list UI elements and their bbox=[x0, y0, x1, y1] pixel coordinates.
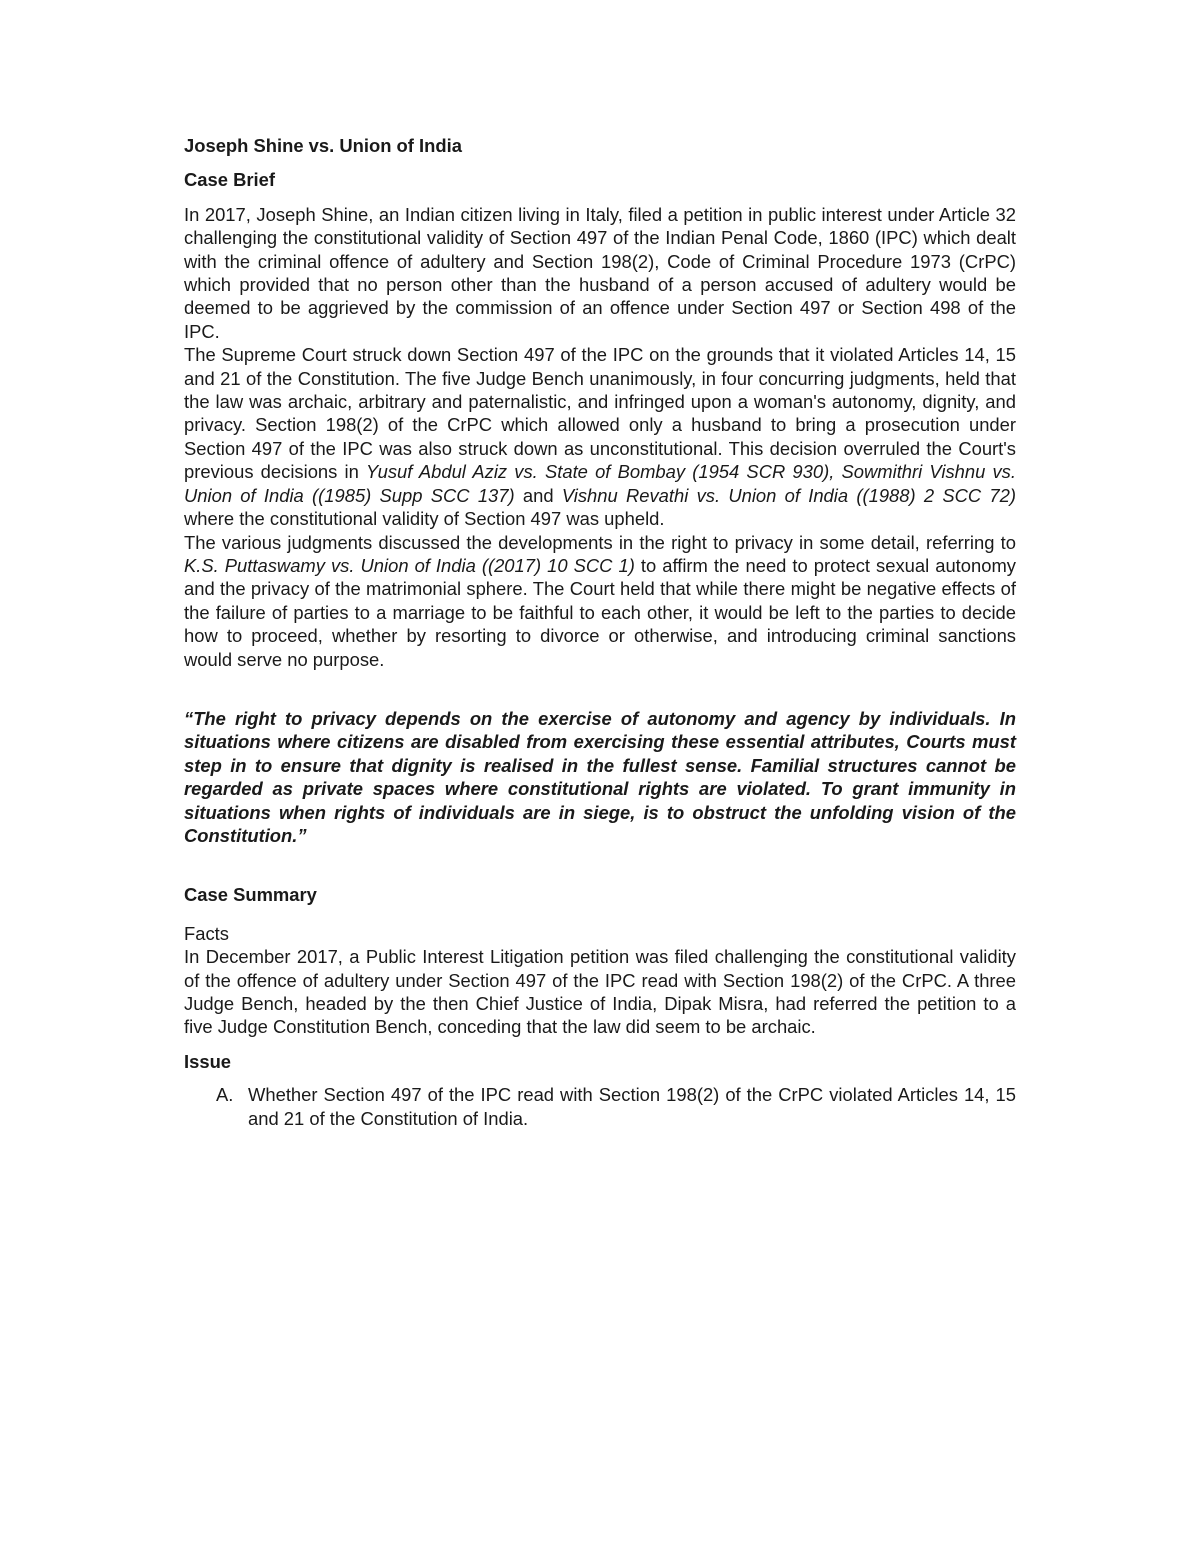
issue-marker: A. bbox=[216, 1084, 234, 1106]
facts-paragraph: In December 2017, a Public Interest Litigation petition was filed challenging the constitutional validity of the offence of adultery under Section 497 of the IPC read with Section 198(2) of the CrPC. A three Judge Bench, headed by the then Chief Justice of India, Dipak Misra, had referred the petition to a five Judge Constitution Bench, conceding that the law did seem to be archaic. bbox=[184, 946, 1016, 1038]
issue-heading: Issue bbox=[184, 1050, 232, 1072]
document-title: Joseph Shine vs. Union of India bbox=[184, 135, 462, 156]
paragraph-3-text-b: to affirm the need to protect sexual autonomy and the privacy of the matrimonial sphere. The Court held that while there might be negative effects of the failure of parties to a marriage to be faithful to each other, it would be left to the parties to decide how to proceed, whether by resorting to divorce or otherwise, and introducing criminal sanctions would serve no purpose. bbox=[184, 554, 1016, 670]
cited-cases-1: Yusuf Abdul Aziz vs. State of Bombay (1954 SCR 930), Sowmithri Vishnu vs. Union of India ((1985) Supp SCC 137) bbox=[184, 461, 1016, 506]
issue-list bbox=[184, 1083, 1016, 1130]
paragraph-2-text-b: and bbox=[514, 484, 562, 506]
paragraph-2-text-c: where the constitutional validity of Section 497 was upheld. bbox=[184, 508, 665, 530]
cited-case-2: Vishnu Revathi vs. Union of India ((1988) 2 SCC 72) bbox=[561, 484, 1017, 506]
judgment-quote: “The right to privacy depends on the exercise of autonomy and agency by individuals. In situations where citizens are disabled from exercising these essential attributes, Courts must step in to ensure that dignity is realised in the fullest sense. Familial structures cannot be regarded as private spaces where constitutional rights are violated. To grant immunity in situations when rights of individuals are in siege, is to obstruct the unfolding vision of the Constitution.” bbox=[184, 707, 1016, 846]
paragraph-3-text-a: The various judgments discussed the developments in the right to privacy in some detail, referring to bbox=[184, 531, 1016, 553]
case-summary-heading: Case Summary bbox=[184, 884, 317, 906]
paragraph-2-text-a: The Supreme Court struck down Section 497 of the IPC on the grounds that it violated Articles 14, 15 and 21 of the Constitution. The five Judge Bench unanimously, in four concurring judgments, held that the law was archaic, arbitrary and paternalistic, and infringed upon a woman's autonomy, dignity, and privacy. Section 198(2) of the CrPC which allowed only a husband to bring a prosecution under Section 497 of the IPC was also struck down as unconstitutional. This decision overruled the Court's previous decisions in bbox=[184, 344, 1016, 483]
issue-item bbox=[184, 1083, 1016, 1130]
case-brief-paragraph-2 bbox=[184, 343, 1016, 530]
issue-text: Whether Section 497 of the IPC read with Section 198(2) of the CrPC violated Articles 14, 15 and 21 of the Constitution of India. bbox=[248, 1084, 1016, 1129]
case-brief-paragraph-3 bbox=[184, 531, 1016, 671]
case-brief-paragraph-1: In 2017, Joseph Shine, an Indian citizen living in Italy, filed a petition in public interest under Article 32 challenging the constitutional validity of Section 497 of the Indian Penal Code, 1860 (IPC) which dealt with the criminal offence of adultery and Section 198(2), Code of Criminal Procedure 1973 (CrPC) which provided that no person other than the husband of a person accused of adultery would be deemed to be aggrieved by the commission of an offence under Section 497 or Section 498 of the IPC. bbox=[184, 203, 1016, 342]
facts-heading: Facts bbox=[184, 922, 229, 944]
cited-case-puttaswamy: K.S. Puttaswamy vs. Union of India ((2017) 10 SCC 1) bbox=[184, 554, 635, 576]
document-page bbox=[184, 134, 1016, 1130]
case-brief-heading: Case Brief bbox=[184, 169, 275, 191]
